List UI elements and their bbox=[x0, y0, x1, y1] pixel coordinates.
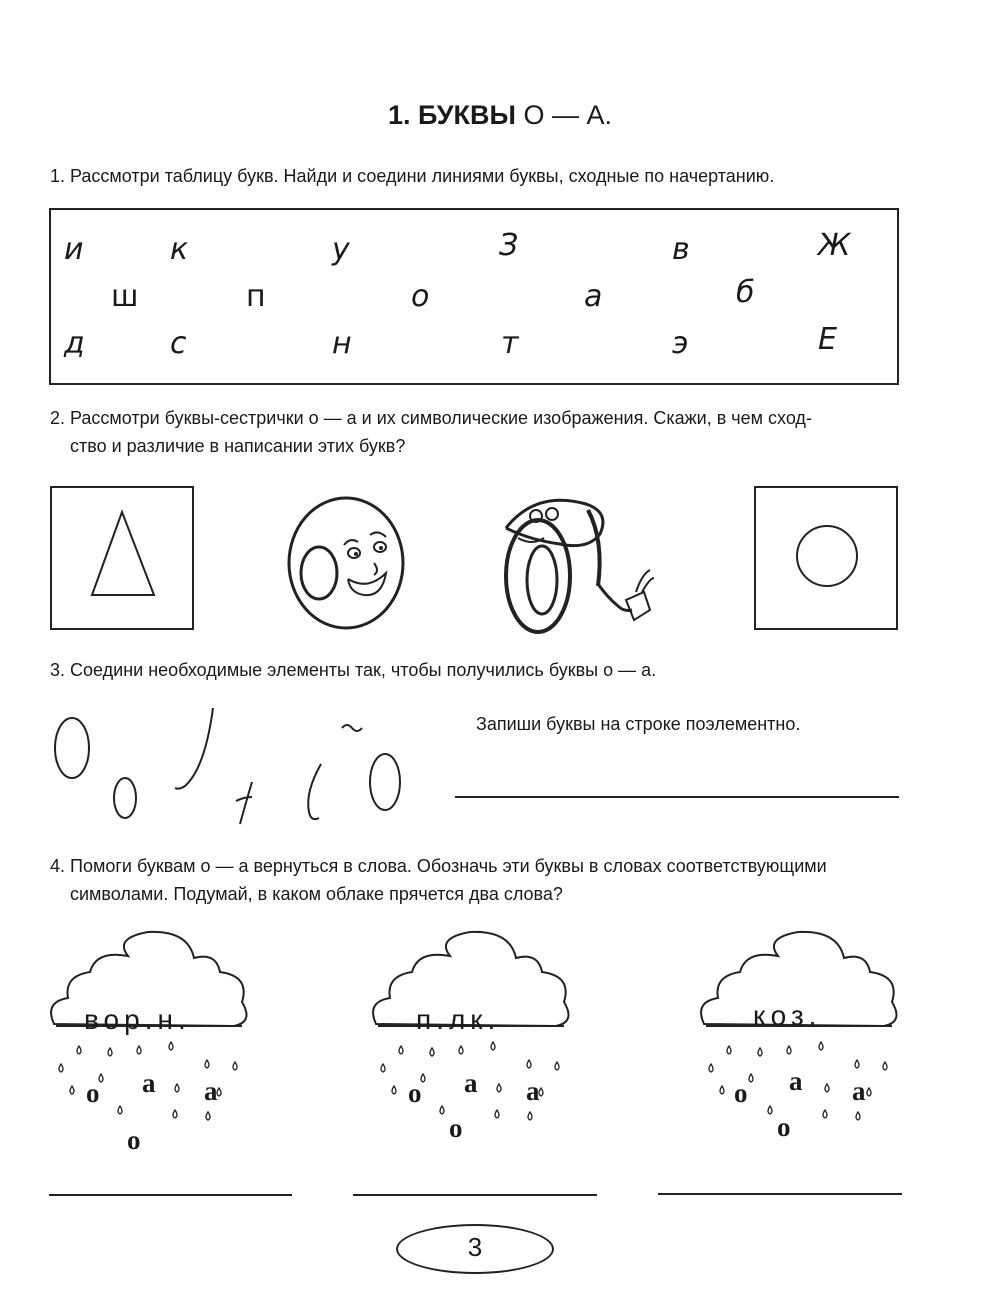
table-letter[interactable]: с bbox=[170, 326, 187, 361]
drop-letter[interactable]: а bbox=[142, 1068, 156, 1098]
write-hint: Запиши буквы на строке поэлементно. bbox=[476, 714, 801, 734]
rain-drops bbox=[40, 1040, 940, 1143]
table-letter[interactable]: и bbox=[64, 232, 84, 267]
drop-letter[interactable]: а bbox=[852, 1076, 866, 1106]
drop-letter[interactable]: а bbox=[204, 1076, 218, 1106]
drop-letter[interactable]: о bbox=[127, 1125, 141, 1155]
table-letter[interactable]: н bbox=[332, 326, 352, 361]
table-letter[interactable]: в bbox=[672, 232, 690, 267]
table-letter[interactable]: о bbox=[411, 279, 430, 314]
circle-in-square-icon bbox=[754, 486, 898, 630]
drop-letter[interactable]: о bbox=[86, 1078, 100, 1108]
drop-letter[interactable]: о bbox=[449, 1113, 463, 1143]
table-letter[interactable]: т bbox=[501, 326, 519, 361]
triangle-in-square-icon bbox=[50, 486, 194, 630]
table-letter[interactable]: п bbox=[246, 279, 266, 314]
task-1-instruction: 1. Рассмотри таблицу букв. Найди и соедини линиями буквы, сходные по начертанию. bbox=[50, 166, 775, 186]
table-letter[interactable]: б bbox=[736, 275, 755, 310]
answer-line[interactable] bbox=[353, 1194, 597, 1196]
table-letter[interactable]: Е bbox=[818, 322, 837, 357]
drop-letter[interactable]: а bbox=[526, 1076, 540, 1106]
page-number: 3 bbox=[467, 1232, 483, 1262]
table-letter[interactable]: а bbox=[584, 279, 603, 314]
cartoon-a-character-icon bbox=[476, 488, 660, 638]
drop-letter[interactable]: о bbox=[777, 1112, 791, 1142]
answer-line[interactable] bbox=[658, 1193, 902, 1195]
writing-line[interactable] bbox=[455, 796, 899, 798]
cloud-word[interactable]: вор.н. bbox=[84, 1004, 191, 1035]
drop-letter[interactable]: а bbox=[789, 1066, 803, 1096]
table-letter[interactable]: ш bbox=[111, 279, 139, 314]
table-letter[interactable]: к bbox=[170, 232, 189, 267]
answer-line[interactable] bbox=[49, 1194, 292, 1196]
drop-letter[interactable]: а bbox=[464, 1068, 478, 1098]
task-3-instruction: 3. Соедини необходимые элементы так, чтобы получились буквы о — а. bbox=[50, 660, 657, 680]
table-letter[interactable]: Ж bbox=[818, 228, 851, 263]
drop-letter[interactable]: о bbox=[408, 1078, 422, 1108]
page-title: 1. БУКВЫ О — А. bbox=[388, 100, 612, 130]
cloud-word[interactable]: п.лк. bbox=[416, 1004, 501, 1035]
table-letter[interactable]: д bbox=[64, 326, 85, 361]
task-2-instruction: 2. Рассмотри буквы-сестрички о — а и их символические изображения. Скажи, в чем сход- ство и различие в написании этих букв? bbox=[50, 408, 812, 456]
smiling-o-character-icon bbox=[284, 493, 410, 633]
drop-letter[interactable]: о bbox=[734, 1078, 748, 1108]
letter-elements-drawing[interactable] bbox=[40, 700, 430, 840]
table-letter[interactable]: З bbox=[499, 228, 519, 263]
task-4-instruction: 4. Помоги буквам о — а вернуться в слова. Обозначь эти буквы в словах соответствующими символами. Подумай, в каком облаке прячется два слова? bbox=[50, 856, 827, 904]
cloud-word[interactable]: коз. bbox=[753, 1000, 822, 1031]
table-letter[interactable]: у bbox=[332, 232, 350, 267]
table-letter[interactable]: э bbox=[672, 326, 689, 361]
letter-table[interactable] bbox=[49, 208, 899, 385]
